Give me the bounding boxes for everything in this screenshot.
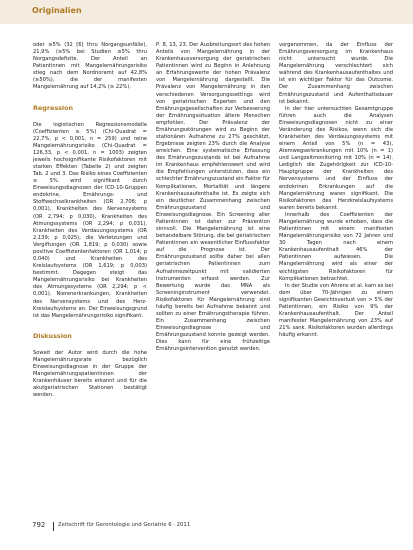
section-heading-regression: Regression [33, 103, 74, 112]
journal-name: Zeitschrift für Gerontologie und Geriatrie 6 · 2011 [58, 522, 191, 528]
page-number: 792 [32, 521, 46, 529]
paragraph: oder ≥5% (32 [6] thru Norgangsunfälle), 21,9% (≥5% bei Studien ≥5% thru Norgangsdefizite. Der Anteil an Patientinnen mit Mangelernährungsrisiko stieg nach dem Nordnoramt auf 42,8% (≥50%), die der manifesten Mangelernährung auf 14,2% (≥ 22%). [33, 42, 147, 91]
section-heading-discussion: Diskussion [33, 331, 72, 340]
paragraph: vorgenommen, da der Einfluss der Ernährungsversorgung im Krankenhaus nicht untersucht wurde. Die Mangelernährung verschlechtert sich während des Krankenhausaufenthaltes und ist ein wichtiger Faktor für das Outcome. Der Zusammenhang zwischen Ernährungszustand und Aufenthaltsdauer ist bekannt. [279, 42, 393, 105]
text-column-left [33, 42, 147, 530]
footer-divider [53, 522, 54, 531]
text-column-middle [156, 42, 270, 530]
paragraph: In der Studie von Ahrens et al. kam es bei dem über 70-Jährigen zu einem signifikanten Gewichtsverlust von > 5% der Patientinnen, ein Risiko von 9% der Krankenhausaufenthalt. Der Anteil manifester Mangelernährung von 23% auf 21% sank. Risikofaktoren wurden allerdings häufig erkannt. [279, 282, 393, 339]
section-label: Originalien [32, 6, 82, 15]
paragraph: In der hier untersuchten Gesamtgruppe führen auch die Analysen Einweisungsdiagnosen nicht zu einer Veränderung des Risikos, wenn sich die Krankheiten des Verdauungssystems mit einem Anteil von 5% (n = 43), Atemwegserkrankungen mit 10% (n = 1) und Langzeitmonitoring mit 10% (n = 14). Lediglich die Zugehörigkeit zur ICD-10-Hauptgruppe der Krankheiten des Nervensystems und der Einfluss der endokrinen Erkrankungen auf die Mangelernährung waren signifikant. Die Risikofaktoren des Herzkreislaufsystems waren bereits bekannt. [279, 105, 393, 211]
paragraph: Soweit der Autor wird durch die hohe Mangelernährungsrate bezüglich Einweisungsdiagnose in der Gruppe der Mangelernährungspatientinnen der Krankenhäuser bereits erkannt und für die akutgeriatrischen Stationen bestätigt werden. [33, 349, 147, 399]
paragraph: P, 8, 13, 23. Der Ausbreitungsort des hohen Anteils von Mangelernährung in der Krankenhausversorgung der geriatrischen Patientinnen wird zu Beginn in Anlehnung an Erfahrungswerte der hohen Prävalenz von Mangelernährung dargestellt. Die Prävalenz von Mangelernährung in den verschiedenen Versorgungssettings wird von geriatrischen Experten und den Ernährungsgesellschaften zur Verbesserung der Ernährungssituation ältere Menschen empfohlen. Der Prävalenz der Ernährungsstörungen wird zu Beginn der stationären Aufnahme zu 27% geschätzt, Ergebnisse zeigten 23% durch die Analyse erreichen. Eine systematische Erfassung des Ernährungszustands ist bei Aufnahme im Krankenhaus empfehlenswert und wird die Empfehlungen unterstützen, dass ein schlechter Ernährungszustand ein Faktor für Komplikationen, Mortalität und längere Krankenhausaufenthalte ist. Es zeigte sich ein deutlicher Zusammenhang zwischen Ernährungszustand und Einweisungsdiagnose. Ein Screening aller Patientinnen ist daher zur Prävention sinnvoll. Die Mangelernährung ist eine behandelbare Störung, die bei geriatrischen Patientinnen ein wesentlicher Einflussfaktor auf die Prognose ist. Der Ernährungszustand sollte daher bei allen geriatrischen Patientinnen zum Aufnahmezeitpunkt mit validierten Instrumenten erfasst werden. Zur Bewertung wurde das MNA als Screeninginstrument verwendet. Risikofaktoren für Mangelernährung sind häufig bereits bei Aufnahme bekannt und sollten zu einer Ernährungstherapie führen. Ein Zusammenhang zwischen Einweisungsdiagnose und Ernährungszustand konnte gezeigt werden. Dies kann für eine frühzeitige Ernährungsintervention genutzt werden. [156, 42, 270, 353]
text-column-right [279, 42, 393, 530]
paragraph: Innerhalb des Coeffizienten der Mangelernährung wurde erhoben, dass die Patientinnen mit einem manifesten Mangelernährungsrisiko von 72 Jahren und 30 Tagen nach einem Krankenhausaufenthalt 46% der Patientinnen aufwiesen. Die Mangelernährung wird als einer der wichtigsten Risikofaktoren für Komplikationen betrachtet. [279, 211, 393, 282]
page-footer [0, 519, 413, 545]
paragraph: Die logistischen Regressionsmodelle (Coeffizienten ≥ 5%) (Chi-Quadrat = 22,7%, p < 0,001, n = 259) und reine Mangelernährungsrisiko (Chi-Quadrat = 126,33, p < 0,001, n = 1003) zeigten jeweils hochsignifikante Risikofaktoren mit starken Effekten (Tabelle 2) und zeigten Tab. 2 und 3. Das Risiko eines Coeffizienten ≥ 5% wird signifikant durch Einweisungsdiagnosen der ICD-10-Gruppen endokrine, Ernährungs- und Stoffwechselkrankheiten (OR 2,706; p 0,001), Krankheiten des Nervensystems (OR 2,794; p 0,030), Krankheiten des Atmungssystems (OR 2,294; p 0,031), Krankheiten des Verdauungssystems (OR 2,139; p 0,025), die Verletzungen und Vergiftungen (OR 1,819; p 0,030) sowie positive Coeffizientenfaktoren (OR 1,014; p 0,040) und Krankheiten des Kreislaufsystems (OR 1,619; p 0,003) bestimmt. Dagegen steigt das Mangelernährungsrisiko bei Krankheiten des Atmungssystems (OR 2,294; p < 0,001), Nierenerkrankungen, Krankheiten des Nervensystems und des Herz-Kreislaufsystems an. Der Einweisungsgrund ist das Mangelernährungsrisiko signifikant. [33, 121, 147, 319]
